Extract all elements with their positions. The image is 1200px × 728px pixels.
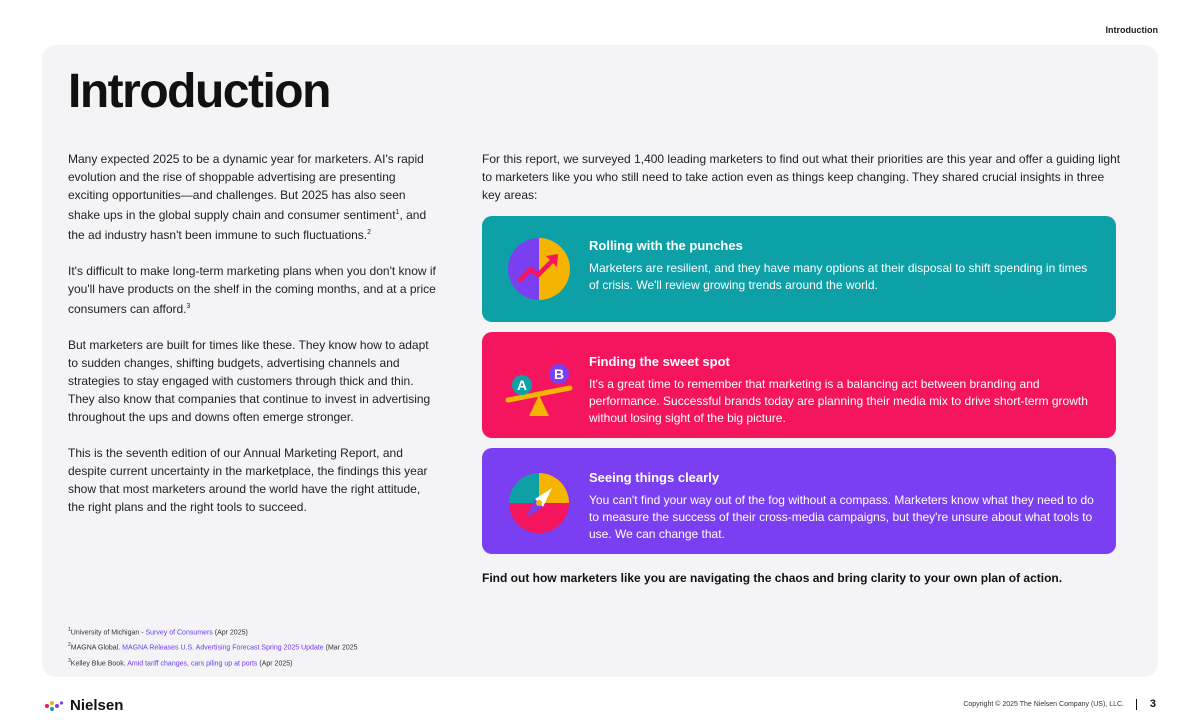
footnote-item — [68, 639, 358, 654]
footnote-item — [68, 655, 358, 670]
card-finding-the-sweet-spot — [482, 332, 1116, 438]
brand-name: Nielsen — [70, 697, 124, 714]
paragraph-2 — [68, 262, 438, 318]
section-label: Introduction — [1105, 25, 1158, 35]
footnote-date: (Apr 2025) — [212, 629, 248, 637]
seesaw-letter-a: A — [516, 377, 528, 393]
copyright: Copyright © 2025 The Nielsen Company (US), LLC. — [963, 701, 1124, 708]
card-title: Seeing things clearly — [589, 470, 720, 485]
page-divider — [1136, 699, 1138, 710]
footnote-item — [68, 624, 358, 639]
footnote-date: (Apr 2025) — [257, 659, 293, 667]
footnote-source: MAGNA Global. — [70, 644, 123, 652]
footnote-source: University of Michigan - — [70, 629, 146, 637]
paragraph-1 — [68, 150, 438, 244]
intro-body — [68, 150, 438, 534]
footnote-source: Kelley Blue Book. — [70, 659, 128, 667]
nielsen-mark-icon — [44, 699, 64, 713]
card-text: Marketers are resilient, and they have many options at their disposal to shift spending in times of crisis. We'll review growing trends around the world. — [589, 261, 1088, 292]
paragraph-4: This is the seventh edition of our Annual Marketing Report, and despite current uncertainty in the marketplace, the findings this year show that most marketers around the world have the right attitude, the right plans and the right tools to succeed. — [68, 446, 428, 514]
footnote-number: 1 — [68, 627, 71, 633]
paragraph-1-text-b: , and the ad industry hasn't been immune to such fluctuations. — [68, 208, 427, 242]
footnote-number: 3 — [68, 657, 71, 664]
pie-chart-trend-icon — [504, 234, 574, 304]
call-to-action: Find out how marketers like you are navigating the chaos and bring clarity to your own plan of action. — [482, 571, 1063, 585]
footnote-ref-3: 3 — [186, 303, 191, 310]
card-title: Finding the sweet spot — [589, 354, 730, 369]
footnote-link[interactable]: Amid tariff changes, cars piling up at ports — [127, 659, 258, 667]
card-seeing-things-clearly — [482, 448, 1116, 554]
footnote-link[interactable]: MAGNA Releases U.S. Advertising Forecast Spring 2025 Update — [122, 644, 324, 652]
footnote-link[interactable]: Survey of Consumers — [145, 629, 213, 637]
footnote-ref-1: 1 — [395, 209, 400, 216]
compass-icon — [504, 466, 574, 536]
nielsen-logo — [44, 697, 123, 714]
footnote-number: 2 — [68, 642, 71, 649]
survey-intro: For this report, we surveyed 1,400 leading marketers to find out what their priorities are this year and offer a guiding light to marketers like you who still need to take action even as things keep changing. They shared crucial insights in three key areas: — [482, 152, 1121, 202]
footnote-ref-2: 2 — [367, 229, 372, 236]
paragraph-2-text: It's difficult to make long-term marketing plans when you don't know if you'll have products on the shelf in the coming months, and at a price consumers can afford. — [68, 264, 436, 316]
footnote-date: (Mar 2025 — [323, 644, 358, 652]
card-rolling-with-the-punches — [482, 216, 1116, 322]
page-number: 3 — [1149, 698, 1156, 710]
ab-seesaw-icon — [504, 350, 574, 420]
footnotes — [68, 624, 358, 670]
seesaw-letter-b: B — [553, 366, 565, 382]
card-title: Rolling with the punches — [589, 238, 743, 253]
paragraph-3: But marketers are built for times like these. They know how to adapt to sudden changes, shifting budgets, advertising channels and strategies to stay engaged with customers through thick and thin. They also know that companies that continue to invest in advertising throughout the ups and downs often emerge stronger. — [68, 338, 431, 424]
paragraph-1-text-a: Many expected 2025 to be a dynamic year for marketers. AI's rapid evolution and the rise of shoppable advertising are presenting exciting opportunities—and challenges. But 2025 has also seen shake ups in the global supply chain and consumer sentiment — [68, 152, 424, 222]
card-text: You can't find your way out of the fog without a compass. Marketers know what they need to do to measure the success of their cross-media campaigns, but they're unsure about what tools to use. We can change that. — [589, 493, 1094, 541]
card-text: It's a great time to remember that marketing is a balancing act between branding and performance. Successful brands today are planning their media mix to drive short-term growth without losing sight of the big picture. — [589, 377, 1088, 425]
page-title: Introduction — [68, 65, 330, 118]
